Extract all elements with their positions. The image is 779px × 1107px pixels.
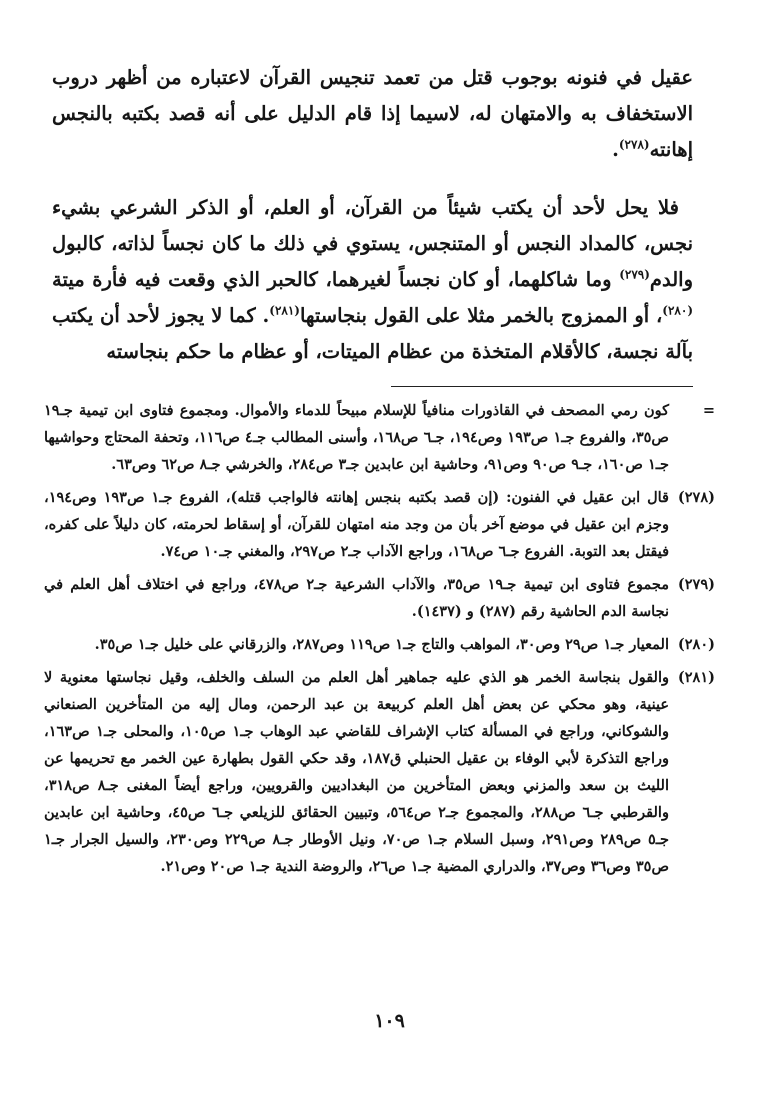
footnote-ref-280: (٢٨٠) bbox=[662, 303, 693, 318]
paragraph-2-segment-3: ، أو الممزوج بالخمر مثلا على القول بنجاستها bbox=[299, 304, 663, 327]
footnote-marker: (٢٧٨) bbox=[677, 489, 715, 506]
footnote-ref-281: (٢٨١) bbox=[269, 303, 300, 318]
footnote-continued bbox=[44, 397, 715, 478]
paragraph-2-segment-4: . كما لا يجوز لأحد أن يكتب بآلة نجسة، كالأقلام المتخذة من عظام الميتات، أو عظام ما حكم بنجاسته bbox=[52, 304, 693, 363]
main-paragraph-1 bbox=[52, 60, 693, 168]
footnote-divider bbox=[391, 386, 693, 387]
paragraph-2-segment-2: وما شاكلهما، أو كان نجساً لغيرهما، كالحبر الذي وقعت فيه فأرة ميتة bbox=[52, 268, 612, 291]
footnote-text: والقول بنجاسة الخمر هو الذي عليه جماهير أهل العلم من السلف والخلف، وقيل نجاستها معنوية لا عينية، وهو محكي عن بعض أهل العلم كربيعة بن عبد الرحمن، ومال إليه من المتأخرين الصنعاني والشوكاني، وراجع في المسألة كتاب الإشراف للقاضي عبد الوهاب جـ١ ص١٠٥، والمحلى جـ١ ص١٦٣، وراجع التذكرة لأبي الوفاء بن عقيل الحنبلي ق١٨٧، وقد حكي القول بطهارة عين الخمر مع تحريمها عن الليث بن سعد والمزني وبعض المتأخرين من البغداديين والقرويين، وراجع أيضاً المغنى جـ٨ ص٣١٨، والقرطبي جـ٦ ص٢٨٨، والمجموع جـ٢ ص٥٦٤، وتبيين الحقائق للزيلعي جـ٦ ص٤٥، وحاشية ابن عابدين جـ٥ ص٢٨٩ وص٢٩١، وسبل السلام جـ١ ص٧٠، ونيل الأوطار جـ٨ ص٢٢٩ وص٢٣٠، والسيل الجرار جـ١ ص٣٥ وص٣٦ وص٣٧، والدراري المضية جـ١ ص٢٦، والروضة الندية جـ١ ص٢٠ وص٢١. bbox=[44, 669, 669, 875]
main-text bbox=[52, 60, 693, 370]
footnote-marker: (٢٨١) bbox=[677, 669, 715, 686]
footnote-ref-278: (٢٧٨) bbox=[618, 137, 650, 152]
footnote-marker: = bbox=[702, 402, 715, 419]
footnote-text: المعيار جـ١ ص٢٩ وص٣٠، المواهب والتاج جـ١ ص١١٩ وص٢٨٧، والزرقاني على خليل جـ١ ص٣٥. bbox=[94, 636, 669, 653]
paragraph-2-segment-1: فلا يحل لأحد أن يكتب شيئاً من القرآن، أو العلم، أو الذكر الشرعي بشيء نجس، كالمداد النجس أو المتنجس، يستوي في ذلك ما كان نجساً لذاته، كالبول والدم bbox=[52, 196, 693, 291]
footnote-280 bbox=[44, 631, 715, 658]
footnote-281 bbox=[44, 664, 715, 880]
paragraph-1-text: عقيل في فنونه بوجوب قتل من تعمد تنجيس القرآن لاعتباره من أظهر دروب الاستخفاف به والامتهان له، لاسيما إذا قام الدليل على أنه قصد بكتبه بالنجس إهانته bbox=[52, 66, 693, 161]
footnote-ref-279: (٢٧٩) bbox=[619, 267, 650, 282]
footnote-marker: (٢٧٩) bbox=[677, 576, 715, 593]
footnotes bbox=[44, 397, 715, 886]
footnote-278 bbox=[44, 484, 715, 565]
paragraph-1-end: . bbox=[612, 138, 619, 161]
page-number: ١٠٩ bbox=[374, 1010, 405, 1032]
footnote-279 bbox=[44, 571, 715, 625]
footnote-marker: (٢٨٠) bbox=[677, 636, 715, 653]
footnote-text: مجموع فتاوى ابن تيمية جـ١٩ ص٣٥، والآداب الشرعية جـ٢ ص٤٧٨، وراجع في اختلاف أهل العلم في نجاسة الدم الحاشية رقم (٢٨٧) و (١٤٣٧). bbox=[44, 576, 669, 620]
main-paragraph-2 bbox=[52, 190, 693, 370]
footnote-text: قال ابن عقيل في الفنون: (إن قصد بكتبه بنجس إهانته فالواجب قتله)، الفروع جـ١ ص١٩٣ وص١٩٤، وجزم ابن عقيل في موضع آخر بأن من وجد منه امتهان للقرآن، أو إسقاط لحرمته، كان دليلاً على كفره، فيقتل بعد التوبة. الفروع جـ٦ ص١٦٨، وراجع الآداب جـ٢ ص٢٩٧، والمغني جـ١٠ ص٧٤. bbox=[44, 489, 669, 560]
footnote-text: كون رمي المصحف في القاذورات منافياً للإسلام مبيحاً للدماء والأموال. ومجموع فتاوى ابن تيمية جـ١٩ ص٣٥، والفروع جـ١ ص١٩٣ وص١٩٤، جـ٦ ص١٦٨، وأسنى المطالب جـ٤ ص١١٦، وتحفة المحتاج وحواشيها جـ١ ص١٦٠، جـ٩ ص٩٠ وص٩١، وحاشية ابن عابدين جـ٣ ص٢٨٤، والخرشي جـ٨ ص٦٢ وص٦٣. bbox=[44, 402, 669, 473]
